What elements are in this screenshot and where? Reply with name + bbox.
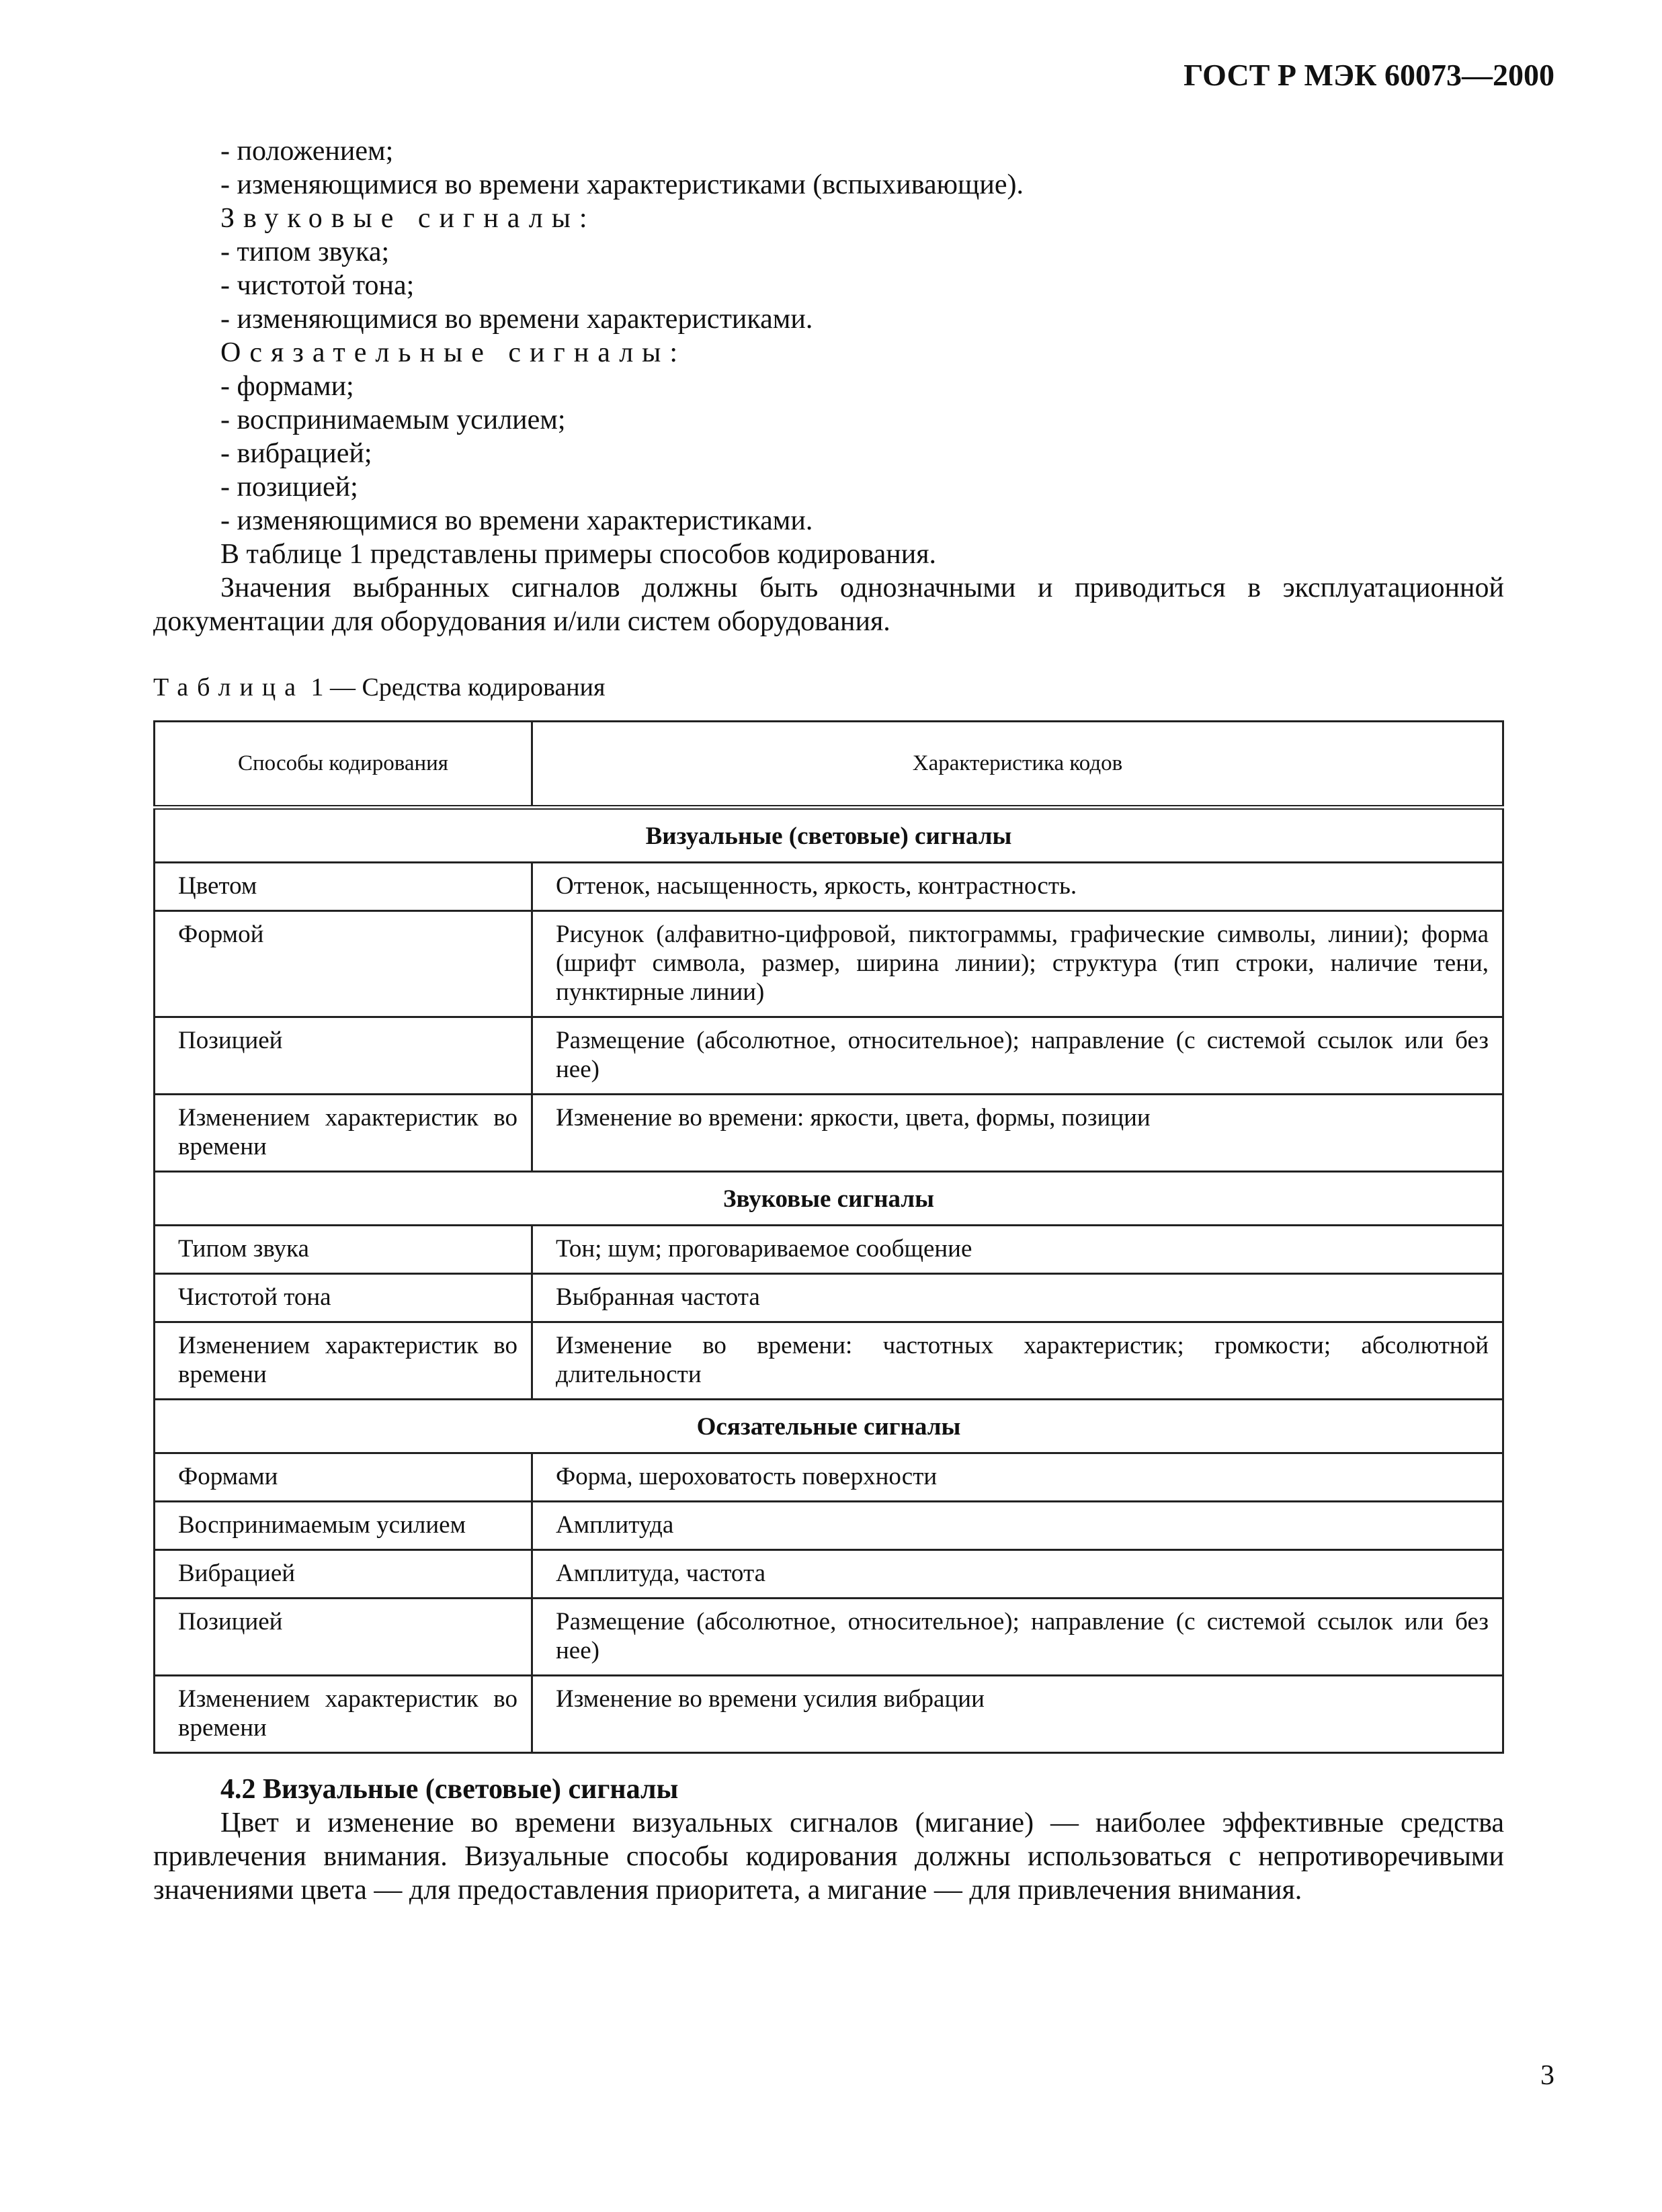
table-cell: Оттенок, насыщенность, яркость, контрастность. [532,863,1503,911]
list-item: - позицией; [220,472,358,503]
table-cell: Рисунок (алфавитно-цифровой, пиктограммы, графические символы, линии); форма (шрифт символа, размер, ширина линии); структура (тип строки, наличие тени, пунктирные линии) [532,911,1503,1017]
list-item: - воспринимаемым усилием; [220,405,566,435]
table-cell: Типом звука [155,1226,532,1274]
table-caption-text: 1 — Средства кодирования [310,673,606,701]
document-header: ГОСТ Р МЭК 60073—2000 [1183,58,1554,92]
table-cell: Формами [155,1453,532,1502]
table-cell: Изменение во времени: яркости, цвета, формы, позиции [532,1095,1503,1172]
table-cell: Выбранная частота [532,1274,1503,1322]
table-header-cell: Способы кодирования [155,722,532,808]
table-row [155,1226,1503,1274]
table-cell: Позицией [155,1017,532,1095]
paragraph: В таблице 1 представлены примеры способов кодирования. [220,539,937,570]
table-row [155,1502,1503,1550]
table-row [155,1453,1503,1502]
table-cell: Вибрацией [155,1550,532,1599]
list-item: - положением; [220,136,394,167]
table-row [155,1017,1503,1095]
paragraph: Значения выбранных сигналов должны быть однозначными и приводиться в эксплуатационной документации для оборудования и/или систем оборудования. [153,572,1504,637]
list-item: - изменяющимися во времени характеристиками. [220,505,813,536]
table-cell: Амплитуда [532,1502,1503,1550]
section-title: 4.2 Визуальные (световые) сигналы [220,1774,679,1805]
table-cell: Позицией [155,1599,532,1676]
table-row [155,1676,1503,1753]
sound-signals-heading: Звуковые сигналы: [220,203,596,234]
list-item: - вибрацией; [220,438,372,469]
table-cell: Форма, шероховатость поверхности [532,1453,1503,1502]
table-section-row [155,808,1503,863]
table-row [155,1095,1503,1172]
list-item: - типом звука; [220,237,390,267]
list-item: - формами; [220,371,354,402]
table-cell: Изменение во времени: частотных характеристик; громкости; абсолютной длительности [532,1322,1503,1400]
table-cell: Изменением характеристик во времени [155,1322,532,1400]
list-item: - изменяющимися во времени характеристиками (вспыхивающие). [220,169,1024,200]
table-section-title: Звуковые сигналы [155,1172,1503,1226]
table-cell: Воспринимаемым усилием [155,1502,532,1550]
document-body [153,134,1504,1907]
table-section-title: Осязательные сигналы [155,1400,1503,1453]
list-item: - изменяющимися во времени характеристиками. [220,304,813,335]
coding-table [153,720,1504,1754]
table-section-row [155,1172,1503,1226]
table-caption-label: Таблица [153,673,305,701]
table-row [155,1550,1503,1599]
table-cell: Размещение (абсолютное, относительное); направление (с системой ссылок или без нее) [532,1017,1503,1095]
table-row [155,1274,1503,1322]
table-cell: Цветом [155,863,532,911]
table-section-title: Визуальные (световые) сигналы [155,808,1503,863]
section-paragraph: Цвет и изменение во времени визуальных сигналов (мигание) — наиболее эффективные средства привлечения внимания. Визуальные способы кодирования должны использоваться с непротиворечивыми значениями цвета — для предоставления приоритета, а мигание — для привлечения внимания. [153,1807,1504,1906]
table-header-cell: Характеристика кодов [532,722,1503,808]
table-cell: Изменение во времени усилия вибрации [532,1676,1503,1753]
table-cell: Изменением характеристик во времени [155,1676,532,1753]
table-cell: Амплитуда, частота [532,1550,1503,1599]
page-number: 3 [1540,2060,1554,2091]
table-cell: Тон; шум; проговариваемое сообщение [532,1226,1503,1274]
table-cell: Формой [155,911,532,1017]
table-row [155,1599,1503,1676]
table-header-row [155,722,1503,808]
table-row [155,1322,1503,1400]
table-section-row [155,1400,1503,1453]
table-cell: Размещение (абсолютное, относительное); направление (с системой ссылок или без нее) [532,1599,1503,1676]
table-caption [153,672,1504,703]
table-cell: Чистотой тона [155,1274,532,1322]
table-cell: Изменением характеристик во времени [155,1095,532,1172]
list-item: - чистотой тона; [220,270,415,301]
table-row [155,911,1503,1017]
tactile-signals-heading: Осязательные сигналы: [220,337,687,368]
table-row [155,863,1503,911]
